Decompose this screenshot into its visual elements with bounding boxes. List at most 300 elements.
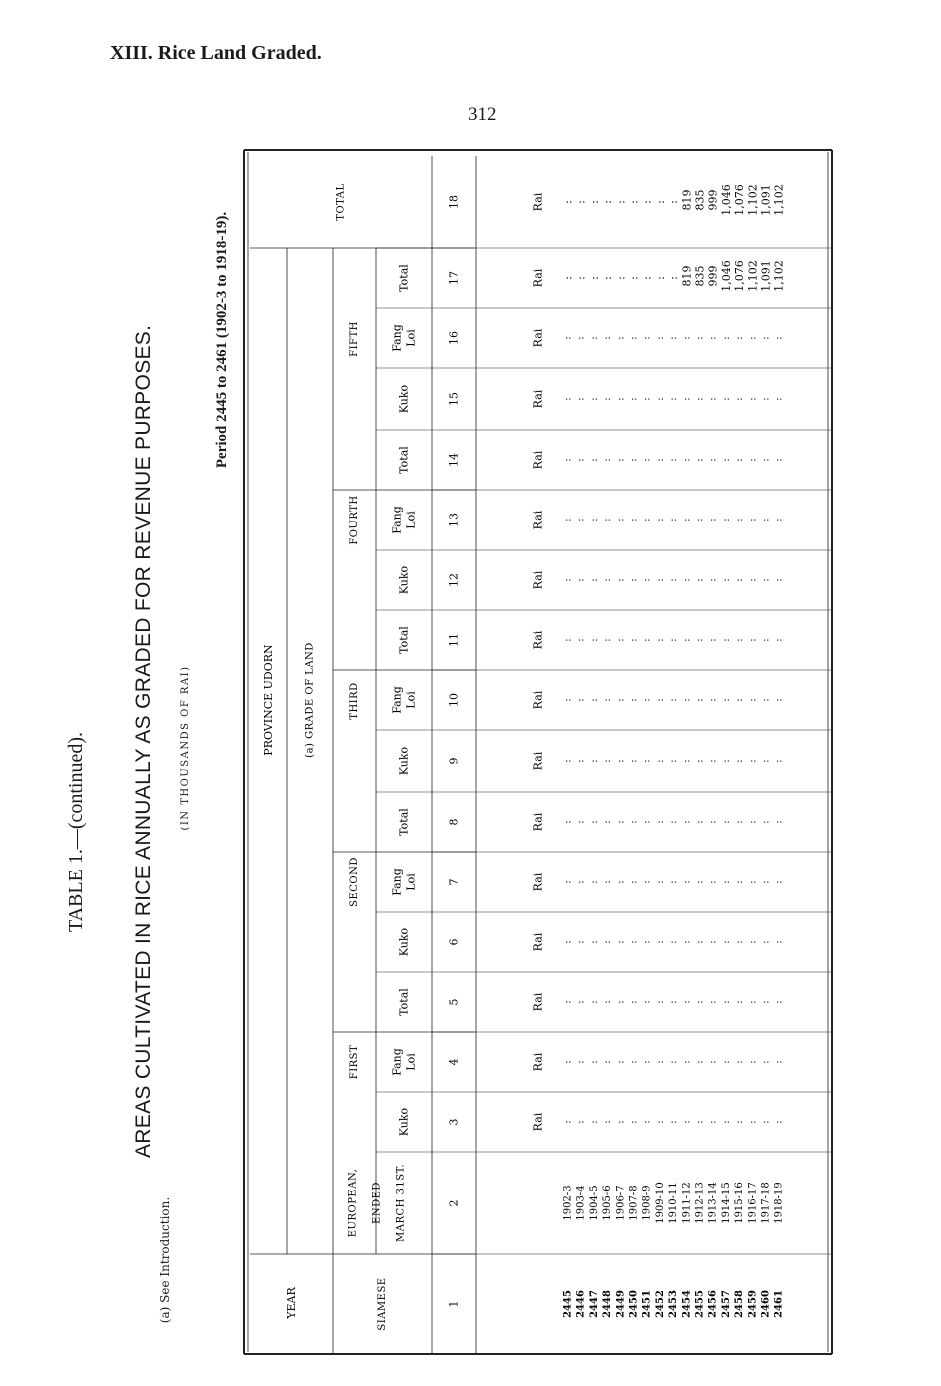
row-siamese-year: 2445 [562, 1290, 574, 1318]
empty-cell: : [668, 518, 680, 522]
empty-cell: : [747, 397, 759, 401]
empty-cell: : [602, 759, 614, 763]
empty-cell: : [694, 940, 706, 944]
header-european-1: EUROPEAN, [347, 1168, 359, 1238]
empty-cell: : [575, 1060, 587, 1064]
empty-cell: : [628, 397, 640, 401]
empty-cell: : [773, 336, 785, 340]
row-fifth-total: : [667, 276, 681, 280]
header-european-3: MARCH 31ST. [395, 1164, 407, 1242]
row-fifth-total: : [640, 276, 654, 280]
empty-cell: : [694, 820, 706, 824]
empty-cell: : [575, 638, 587, 642]
empty-cell: : [654, 759, 666, 763]
empty-cell: : [562, 698, 574, 702]
empty-cell: : [707, 458, 719, 462]
column-number: 5 [447, 998, 461, 1006]
unit-label: Rai [531, 268, 545, 288]
row-siamese-year: 2450 [628, 1290, 640, 1318]
row-siamese-year: 2451 [641, 1290, 653, 1318]
header-total-sub: Total [397, 988, 411, 1016]
row-total: 999 [706, 189, 720, 211]
unit-label: Rai [531, 872, 545, 892]
row-fifth-total: : [601, 276, 615, 280]
empty-cell: : [760, 698, 772, 702]
empty-cell: : [707, 638, 719, 642]
row-total: : [587, 200, 601, 204]
empty-cell: : [760, 578, 772, 582]
empty-cell: : [681, 940, 693, 944]
empty-cell: : [734, 820, 746, 824]
empty-cell: : [641, 759, 653, 763]
empty-cell: : [773, 880, 785, 884]
row-siamese-year: 2457 [720, 1290, 732, 1318]
empty-cell: : [562, 880, 574, 884]
section-heading: XIII. Rice Land Graded. [110, 42, 322, 64]
empty-cell: : [575, 578, 587, 582]
row-siamese-year: 2454 [681, 1290, 693, 1318]
row-total: : [561, 200, 575, 204]
row-total: : [601, 200, 615, 204]
empty-cell: : [707, 518, 719, 522]
row-siamese-year: 2461 [773, 1290, 785, 1318]
empty-cell: : [760, 1000, 772, 1004]
empty-cell: : [641, 638, 653, 642]
empty-cell: : [588, 759, 600, 763]
empty-cell: : [773, 397, 785, 401]
header-fang-loi-2: Loi [404, 873, 418, 891]
row-european-year: 1902-3 [562, 1185, 574, 1221]
empty-cell: : [615, 638, 627, 642]
empty-cell: : [602, 1120, 614, 1124]
column-number: 8 [447, 818, 461, 826]
header-grade-of-land: (a) GRADE OF LAND [304, 642, 316, 758]
row-total: 1,076 [733, 184, 747, 216]
empty-cell: : [760, 759, 772, 763]
header-fang-loi-1: Fang [390, 1048, 404, 1076]
empty-cell: : [747, 336, 759, 340]
row-total: 835 [693, 189, 707, 211]
empty-cell: : [681, 578, 693, 582]
row-european-year: 1910-11 [668, 1182, 680, 1224]
empty-cell: : [720, 698, 732, 702]
empty-cell: : [681, 458, 693, 462]
row-siamese-year: 2460 [760, 1290, 772, 1318]
empty-cell: : [575, 880, 587, 884]
empty-cell: : [588, 1060, 600, 1064]
empty-cell: : [747, 1000, 759, 1004]
row-total: : [640, 200, 654, 204]
column-number: 11 [447, 633, 461, 647]
empty-cell: : [734, 940, 746, 944]
empty-cell: : [668, 397, 680, 401]
header-total: TOTAL [335, 183, 347, 221]
empty-cell: : [641, 1000, 653, 1004]
row-fifth-total: : [627, 276, 641, 280]
empty-cell: : [641, 1120, 653, 1124]
empty-cell: : [654, 1000, 666, 1004]
unit-label: Rai [531, 1052, 545, 1072]
empty-cell: : [654, 880, 666, 884]
empty-cell: : [668, 759, 680, 763]
empty-cell: : [734, 1120, 746, 1124]
empty-cell: : [760, 638, 772, 642]
row-siamese-year: 2447 [588, 1290, 600, 1318]
row-fifth-total: : [653, 276, 667, 280]
empty-cell: : [720, 1060, 732, 1064]
row-european-year: 1907-8 [628, 1185, 640, 1221]
header-year: YEAR [285, 1287, 298, 1319]
row-european-year: 1913-14 [707, 1182, 719, 1224]
empty-cell: : [641, 336, 653, 340]
header-total-sub: Total [397, 626, 411, 654]
row-european-year: 1914-15 [720, 1182, 732, 1224]
empty-cell: : [602, 820, 614, 824]
row-european-year: 1903-4 [575, 1185, 587, 1221]
empty-cell: : [562, 1120, 574, 1124]
empty-cell: : [694, 1000, 706, 1004]
empty-cell: : [734, 578, 746, 582]
empty-cell: : [575, 1000, 587, 1004]
empty-cell: : [575, 759, 587, 763]
empty-cell: : [720, 458, 732, 462]
row-european-year: 1911-12 [681, 1182, 693, 1224]
empty-cell: : [773, 518, 785, 522]
empty-cell: : [694, 759, 706, 763]
header-kuko: Kuko [397, 746, 411, 776]
column-number: 3 [447, 1118, 461, 1126]
row-european-year: 1918-19 [773, 1182, 785, 1224]
empty-cell: : [707, 578, 719, 582]
column-number: 16 [447, 331, 461, 345]
unit-label: Rai [531, 751, 545, 771]
empty-cell: : [641, 458, 653, 462]
empty-cell: : [615, 1000, 627, 1004]
column-number: 2 [447, 1199, 461, 1207]
empty-cell: : [654, 820, 666, 824]
header-fang-loi-2: Loi [404, 511, 418, 529]
empty-cell: : [681, 1000, 693, 1004]
empty-cell: : [747, 1120, 759, 1124]
unit-label: Rai [531, 1112, 545, 1132]
row-total: : [653, 200, 667, 204]
empty-cell: : [562, 397, 574, 401]
column-number: 12 [447, 573, 461, 587]
empty-cell: : [615, 336, 627, 340]
empty-cell: : [615, 940, 627, 944]
empty-cell: : [734, 397, 746, 401]
row-fifth-total: 999 [706, 265, 720, 287]
empty-cell: : [602, 518, 614, 522]
empty-cell: : [562, 518, 574, 522]
header-fang-loi-2: Loi [404, 1053, 418, 1071]
header-kuko: Kuko [397, 565, 411, 595]
empty-cell: : [773, 578, 785, 582]
empty-cell: : [615, 397, 627, 401]
empty-cell: : [747, 638, 759, 642]
empty-cell: : [720, 397, 732, 401]
empty-cell: : [628, 638, 640, 642]
empty-cell: : [734, 880, 746, 884]
empty-cell: : [654, 336, 666, 340]
empty-cell: : [615, 820, 627, 824]
empty-cell: : [747, 698, 759, 702]
header-fang-loi-1: Fang [390, 506, 404, 534]
empty-cell: : [734, 1000, 746, 1004]
header-fang-loi-1: Fang [390, 324, 404, 352]
empty-cell: : [615, 1060, 627, 1064]
empty-cell: : [720, 578, 732, 582]
row-european-year: 1909-10 [654, 1182, 666, 1224]
empty-cell: : [628, 518, 640, 522]
empty-cell: : [773, 759, 785, 763]
empty-cell: : [654, 518, 666, 522]
column-number: 10 [447, 693, 461, 707]
empty-cell: : [654, 397, 666, 401]
empty-cell: : [760, 1060, 772, 1064]
empty-cell: : [668, 458, 680, 462]
unit-label: Rai [531, 932, 545, 952]
empty-cell: : [707, 336, 719, 340]
header-european-2: ENDED [371, 1182, 383, 1224]
empty-cell: : [628, 578, 640, 582]
empty-cell: : [734, 336, 746, 340]
empty-cell: : [773, 1000, 785, 1004]
empty-cell: : [668, 638, 680, 642]
empty-cell: : [681, 1060, 693, 1064]
empty-cell: : [681, 1120, 693, 1124]
empty-cell: : [694, 578, 706, 582]
empty-cell: : [694, 518, 706, 522]
row-fifth-total: : [587, 276, 601, 280]
empty-cell: : [681, 638, 693, 642]
empty-cell: : [707, 820, 719, 824]
empty-cell: : [628, 940, 640, 944]
empty-cell: : [707, 759, 719, 763]
empty-cell: : [641, 940, 653, 944]
row-fifth-total: : [614, 276, 628, 280]
header-grade-fourth: FOURTH [349, 495, 360, 545]
empty-cell: : [747, 940, 759, 944]
row-european-year: 1904-5 [588, 1185, 600, 1221]
empty-cell: : [602, 397, 614, 401]
empty-cell: : [575, 698, 587, 702]
empty-cell: : [575, 336, 587, 340]
empty-cell: : [694, 336, 706, 340]
column-number: 13 [447, 513, 461, 527]
row-total: 1,046 [719, 184, 733, 216]
empty-cell: : [747, 759, 759, 763]
column-number: 18 [447, 195, 461, 209]
empty-cell: : [615, 518, 627, 522]
empty-cell: : [720, 820, 732, 824]
column-number: 14 [447, 453, 461, 467]
row-european-year: 1915-16 [734, 1182, 746, 1224]
header-fang-loi-2: Loi [404, 329, 418, 347]
empty-cell: : [628, 458, 640, 462]
empty-cell: : [615, 578, 627, 582]
empty-cell: : [628, 759, 640, 763]
empty-cell: : [760, 880, 772, 884]
empty-cell: : [615, 880, 627, 884]
header-total-sub: Total [397, 264, 411, 292]
empty-cell: : [720, 638, 732, 642]
unit-label: Rai [531, 992, 545, 1012]
empty-cell: : [681, 820, 693, 824]
empty-cell: : [773, 820, 785, 824]
empty-cell: : [668, 578, 680, 582]
empty-cell: : [773, 458, 785, 462]
empty-cell: : [773, 1120, 785, 1124]
header-kuko: Kuko [397, 927, 411, 957]
empty-cell: : [615, 759, 627, 763]
empty-cell: : [707, 1120, 719, 1124]
row-fifth-total: 1,076 [733, 260, 747, 292]
empty-cell: : [562, 940, 574, 944]
column-number: 9 [447, 757, 461, 765]
row-siamese-year: 2458 [734, 1290, 746, 1318]
row-european-year: 1917-18 [760, 1182, 772, 1224]
header-fang-loi-2: Loi [404, 691, 418, 709]
empty-cell: : [588, 336, 600, 340]
empty-cell: : [668, 820, 680, 824]
empty-cell: : [681, 518, 693, 522]
header-total-sub: Total [397, 446, 411, 474]
empty-cell: : [588, 458, 600, 462]
empty-cell: : [760, 940, 772, 944]
unit-label: Rai [531, 690, 545, 710]
empty-cell: : [720, 336, 732, 340]
row-european-year: 1912-13 [694, 1182, 706, 1224]
empty-cell: : [720, 1000, 732, 1004]
empty-cell: : [668, 1000, 680, 1004]
row-siamese-year: 2453 [668, 1290, 680, 1318]
row-fifth-total: : [574, 276, 588, 280]
empty-cell: : [575, 518, 587, 522]
column-number: 15 [447, 392, 461, 406]
empty-cell: : [681, 698, 693, 702]
empty-cell: : [707, 880, 719, 884]
unit-label: Rai [531, 570, 545, 590]
unit-label: Rai [531, 510, 545, 530]
empty-cell: : [602, 698, 614, 702]
empty-cell: : [760, 1120, 772, 1124]
empty-cell: : [681, 759, 693, 763]
empty-cell: : [602, 1000, 614, 1004]
header-grade-first: FIRST [349, 1044, 360, 1080]
row-siamese-year: 2455 [694, 1290, 706, 1318]
empty-cell: : [747, 578, 759, 582]
empty-cell: : [628, 698, 640, 702]
empty-cell: : [694, 698, 706, 702]
empty-cell: : [562, 638, 574, 642]
units-note: (IN THOUSANDS OF RAI) [180, 665, 191, 831]
empty-cell: : [747, 880, 759, 884]
empty-cell: : [654, 1060, 666, 1064]
empty-cell: : [641, 880, 653, 884]
empty-cell: : [575, 397, 587, 401]
empty-cell: : [734, 1060, 746, 1064]
empty-cell: : [720, 940, 732, 944]
empty-cell: : [588, 698, 600, 702]
empty-cell: : [681, 336, 693, 340]
table-number-title: TABLE 1.—(continued). [65, 731, 87, 933]
empty-cell: : [602, 578, 614, 582]
empty-cell: : [707, 940, 719, 944]
empty-cell: : [747, 518, 759, 522]
empty-cell: : [760, 397, 772, 401]
column-number: 7 [447, 878, 461, 886]
empty-cell: : [707, 1000, 719, 1004]
header-fang-loi-1: Fang [390, 686, 404, 714]
period-caption: Period 2445 to 2461 (1902-3 to 1918-19). [214, 211, 230, 469]
empty-cell: : [588, 880, 600, 884]
empty-cell: : [641, 578, 653, 582]
empty-cell: : [668, 336, 680, 340]
row-total: 819 [680, 189, 694, 211]
empty-cell: : [602, 1060, 614, 1064]
empty-cell: : [588, 940, 600, 944]
empty-cell: : [773, 940, 785, 944]
empty-cell: : [654, 698, 666, 702]
table-main-title: AREAS CULTIVATED IN RICE ANNUALLY AS GRADED FOR REVENUE PURPOSES. [132, 324, 155, 1158]
empty-cell: : [707, 698, 719, 702]
row-fifth-total: 1,102 [772, 260, 786, 292]
row-total: 1,091 [759, 184, 773, 216]
row-european-year: 1916-17 [747, 1182, 759, 1224]
empty-cell: : [747, 1060, 759, 1064]
row-siamese-year: 2452 [654, 1290, 666, 1318]
empty-cell: : [654, 940, 666, 944]
empty-cell: : [760, 820, 772, 824]
header-grade-third: THIRD [349, 682, 360, 720]
empty-cell: : [694, 638, 706, 642]
empty-cell: : [562, 1000, 574, 1004]
row-european-year: 1906-7 [615, 1185, 627, 1221]
empty-cell: : [773, 1060, 785, 1064]
row-total: : [614, 200, 628, 204]
empty-cell: : [773, 698, 785, 702]
row-total: : [667, 200, 681, 204]
empty-cell: : [654, 578, 666, 582]
unit-label: Rai [531, 328, 545, 348]
empty-cell: : [668, 1120, 680, 1124]
unit-label: Rai [531, 812, 545, 832]
empty-cell: : [575, 1120, 587, 1124]
empty-cell: : [720, 880, 732, 884]
empty-cell: : [694, 458, 706, 462]
row-total: 1,102 [746, 184, 760, 216]
empty-cell: : [602, 940, 614, 944]
row-fifth-total: : [561, 276, 575, 280]
empty-cell: : [588, 397, 600, 401]
empty-cell: : [747, 820, 759, 824]
empty-cell: : [654, 638, 666, 642]
empty-cell: : [588, 578, 600, 582]
header-grade-fifth: FIFTH [349, 321, 360, 357]
empty-cell: : [694, 880, 706, 884]
header-province: PROVINCE UDORN [262, 644, 275, 756]
empty-cell: : [654, 1120, 666, 1124]
empty-cell: : [628, 1120, 640, 1124]
empty-cell: : [720, 759, 732, 763]
empty-cell: : [575, 458, 587, 462]
footnote: (a) See Introduction. [158, 1196, 172, 1324]
empty-cell: : [694, 1120, 706, 1124]
empty-cell: : [760, 458, 772, 462]
row-european-year: 1908-9 [641, 1185, 653, 1221]
empty-cell: : [602, 880, 614, 884]
